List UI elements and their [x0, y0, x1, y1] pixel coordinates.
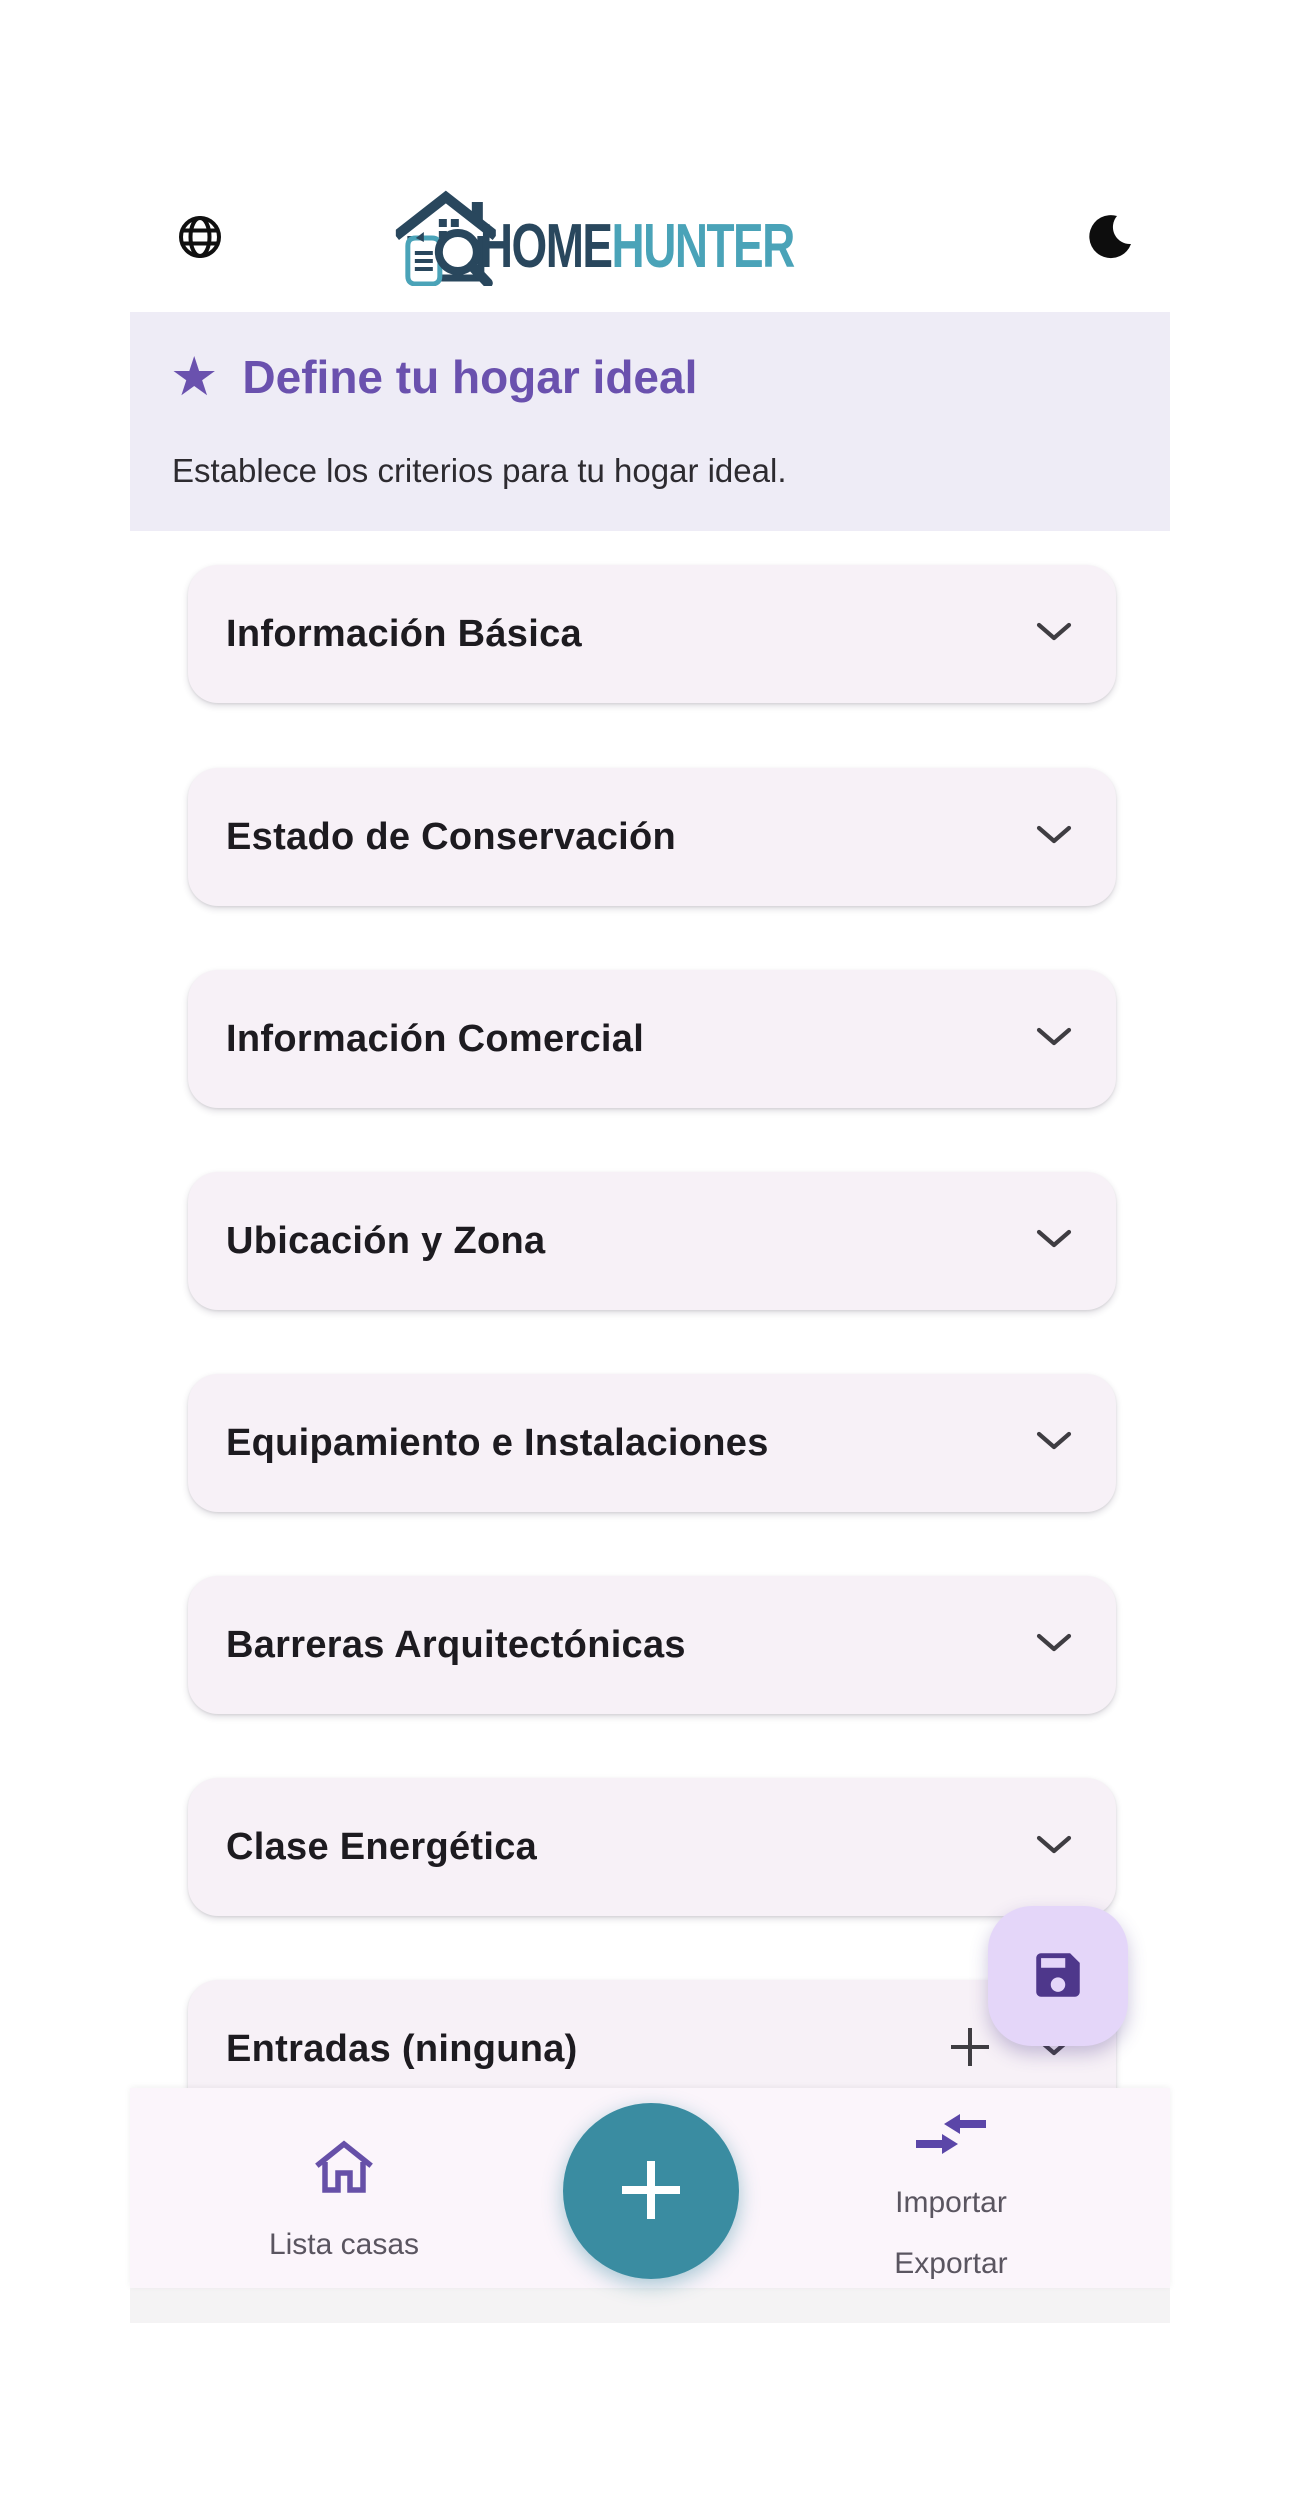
chevron-down-icon — [1036, 1229, 1072, 1254]
page-subtitle: Establece los criterios para tu hogar ideal. — [172, 452, 787, 489]
section-clase-energetica[interactable] — [188, 1778, 1116, 1916]
transfer-arrows-icon — [916, 2143, 986, 2160]
logo-text-hunter: HUNTER — [611, 212, 794, 281]
nav-label-exportar: Exportar — [894, 2247, 1008, 2280]
nav-label-lista-casas: Lista casas — [268, 2228, 420, 2261]
section-equipamiento-e-instalaciones[interactable] — [188, 1374, 1116, 1512]
section-ubicacion-y-zona[interactable] — [188, 1172, 1116, 1310]
logo-wordmark — [479, 212, 794, 281]
app-logo — [396, 190, 904, 291]
section-informacion-comercial[interactable] — [188, 970, 1116, 1108]
app-screen — [130, 0, 1170, 2500]
section-title: Ubicación y Zona — [226, 1219, 546, 1262]
section-title: Información Básica — [226, 612, 582, 655]
nav-item-importar-exportar[interactable] — [841, 2112, 1061, 2283]
section-title: Barreras Arquitectónicas — [226, 1623, 686, 1666]
plus-icon — [947, 2024, 993, 2075]
page-header-banner — [130, 312, 1170, 531]
section-title: Estado de Conservación — [226, 815, 677, 858]
section-title: Clase Energética — [226, 1825, 538, 1868]
section-title: Entradas (ninguna) — [226, 2027, 578, 2070]
nav-label-importar: Importar — [895, 2186, 1007, 2219]
plus-icon — [607, 2146, 695, 2237]
section-title: Información Comercial — [226, 1017, 645, 1060]
globe-icon — [176, 213, 224, 264]
language-button[interactable] — [174, 212, 226, 264]
star-icon: ★ — [170, 347, 219, 407]
gesture-area-strip — [130, 2288, 1170, 2323]
dark-mode-button[interactable] — [1084, 212, 1136, 264]
chevron-down-icon — [1036, 1027, 1072, 1052]
page-title: Define tu hogar ideal — [242, 351, 698, 403]
chevron-down-icon — [1036, 1431, 1072, 1456]
chevron-down-icon — [1036, 1633, 1072, 1658]
section-barreras-arquitectonicas[interactable] — [188, 1576, 1116, 1714]
add-house-button[interactable] — [563, 2103, 739, 2279]
chevron-down-icon — [1036, 825, 1072, 850]
chevron-down-icon — [1036, 622, 1072, 647]
save-button[interactable] — [988, 1906, 1128, 2046]
section-estado-de-conservacion[interactable] — [188, 768, 1116, 906]
section-title: Equipamiento e Instalaciones — [226, 1421, 769, 1464]
bottom-navigation — [130, 2088, 1170, 2288]
floppy-disk-icon — [1029, 1946, 1087, 2007]
moon-icon — [1086, 213, 1134, 264]
chevron-down-icon — [1036, 1835, 1072, 1860]
logo-text-home: HOME — [479, 212, 612, 281]
section-informacion-basica[interactable] — [188, 565, 1116, 703]
add-entry-button[interactable] — [944, 2023, 996, 2075]
home-icon — [313, 2183, 375, 2200]
nav-item-lista-casas[interactable] — [234, 2138, 454, 2264]
